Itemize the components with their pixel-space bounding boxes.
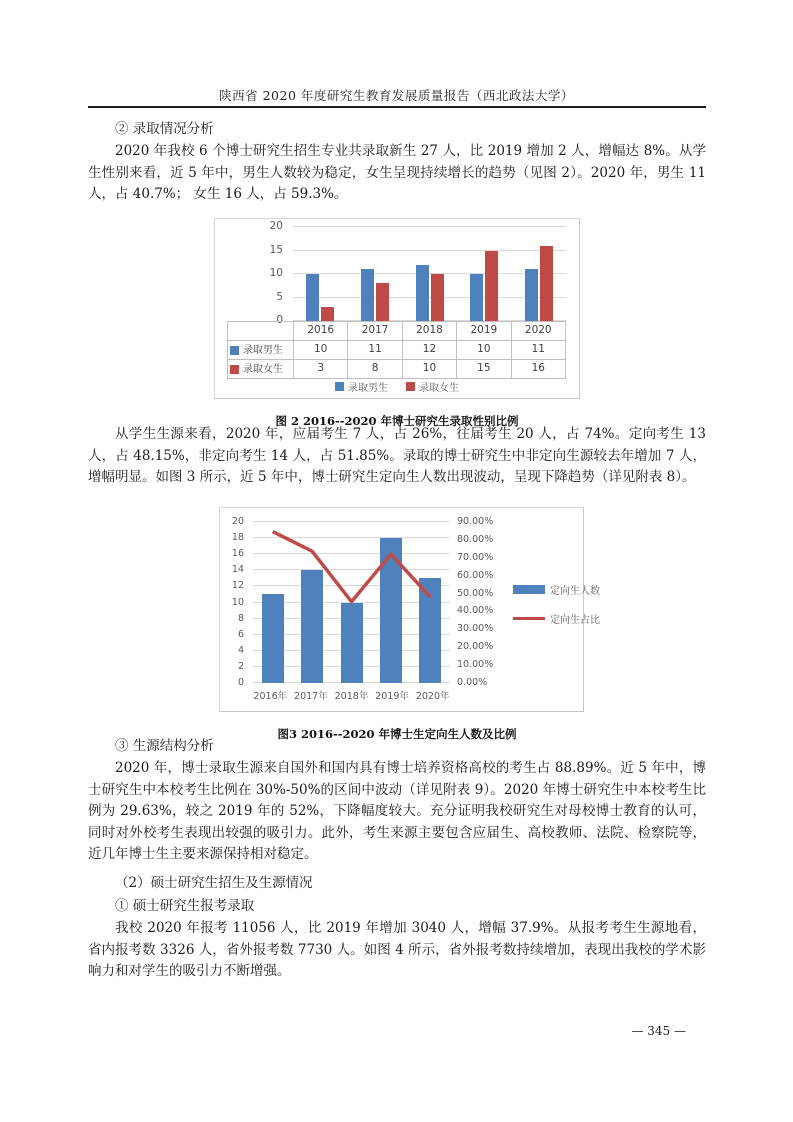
paragraph-admission: 2020 年我校 6 个博士研究生招生专业共录取新生 27 人，比 2019 增加 2 人，增幅达 8%。从学生性别来看，近 5 年中，男生人数较为稳定，女生呈现持续增长的趋势（见图 2）。2020 年，男生 11 人，占 40.7%； 女生 16 人，占 59.3%。 <box>88 143 706 203</box>
fig2-legend-swatch-icon <box>406 382 415 391</box>
fig3-left-tick: 20 <box>231 516 244 527</box>
fig2-data-table: 2016 2017 2018 2019 2020 录取男生 10 11 12 10 11 录取女生 3 8 10 15 16 <box>227 321 566 379</box>
fig3-x-label: 2016年 <box>253 691 288 702</box>
fig2-legend-item: 录取女生 <box>406 379 459 394</box>
fig2-y-tick: 5 <box>276 290 283 303</box>
fig2-y-tick: 15 <box>269 243 283 256</box>
fig2-legend <box>215 379 579 394</box>
fig2-table-year: 2016 <box>294 322 348 340</box>
header-rule <box>88 106 706 108</box>
fig2-table-value: 10 <box>403 360 457 378</box>
fig3-left-tick: 10 <box>231 596 244 608</box>
fig3-x-label: 2017年 <box>294 691 328 702</box>
fig2-y-tick: 10 <box>269 267 283 279</box>
fig2-caption: 图 2 2016--2020 年博士研究生录取性别比例 <box>275 413 519 428</box>
fig3-x-label: 2019年 <box>375 691 409 702</box>
fig3-left-tick: 12 <box>231 580 244 592</box>
fig2-bar-录取女生-2017 <box>376 283 389 321</box>
fig3-legend-bar-swatch-icon <box>513 585 545 594</box>
fig2-table-year: 2020 <box>512 322 566 340</box>
fig2-bar-录取女生-2019 <box>485 251 498 322</box>
fig3-left-tick: 6 <box>237 628 244 640</box>
section-heading-admission: ② 录取情况分析 <box>115 121 214 137</box>
fig3-x-label: 2020年 <box>415 691 450 702</box>
fig2-bar-录取男生-2018 <box>416 265 429 321</box>
fig3-right-tick: 90.00% <box>457 516 494 527</box>
fig2-bar-录取男生-2016 <box>306 274 319 321</box>
fig3-right-tick: 10.00% <box>457 659 494 671</box>
fig3-left-tick: 16 <box>231 548 244 560</box>
fig2-bar-录取男生-2017 <box>361 269 374 321</box>
fig3-caption: 图3 2016--2020 年博士生定向生人数及比例 <box>277 726 517 741</box>
fig3-right-tick: 40.00% <box>457 605 494 617</box>
fig2-legend-item: 录取男生 <box>335 379 388 394</box>
subsection-heading-master: （2）硕士研究生招生及生源情况 <box>115 875 313 891</box>
fig3-right-tick: 0.00% <box>457 677 488 688</box>
fig3-x-label: 2018年 <box>334 691 369 702</box>
fig3-x-axis-labels <box>250 688 453 702</box>
fig2-bar-录取男生-2020 <box>525 269 538 321</box>
fig2-bar-录取男生-2019 <box>470 274 483 321</box>
fig3-left-tick: 0 <box>237 677 244 688</box>
fig3-left-y-axis <box>220 516 247 688</box>
fig3-ratio-line <box>253 522 450 683</box>
fig2-y-tick: 0 <box>276 314 283 326</box>
fig3-right-tick: 70.00% <box>457 551 494 563</box>
fig2-table-value: 8 <box>348 360 402 378</box>
fig2-series-swatch-icon <box>230 365 239 374</box>
fig3-right-tick: 50.00% <box>457 587 494 599</box>
fig2-table-year: 2017 <box>348 322 402 340</box>
fig2-chart <box>214 218 580 399</box>
fig2-table-value: 3 <box>294 360 348 378</box>
fig3-right-tick: 20.00% <box>457 641 494 653</box>
page-number: — 345 — <box>631 1024 686 1038</box>
fig2-y-tick: 20 <box>269 220 283 232</box>
fig2-legend-swatch-icon <box>335 382 344 391</box>
fig3-plot-area <box>253 522 450 683</box>
fig2-table-value: 10 <box>457 341 511 359</box>
fig2-bar-录取女生-2018 <box>431 274 444 321</box>
fig3-legend-item: 定向生占比 <box>513 611 600 626</box>
subsection-heading-master-apply: ① 硕士研究生报考录取 <box>115 898 255 914</box>
fig3-legend-line-swatch-icon <box>513 617 545 620</box>
fig2-table-value: 15 <box>457 360 511 378</box>
fig3-left-tick: 8 <box>237 612 244 624</box>
fig3-legend <box>513 582 600 626</box>
fig2-series-swatch-icon <box>230 346 239 355</box>
fig2-bar-录取女生-2016 <box>321 307 334 321</box>
fig3-right-tick: 30.00% <box>457 623 494 635</box>
fig3-right-y-axis <box>455 516 509 688</box>
fig2-table-value: 11 <box>348 341 402 359</box>
fig3-right-tick: 60.00% <box>457 569 494 581</box>
paragraph-structure: 2020 年，博士录取生源来自国外和国内具有博士培养资格高校的考生占 88.89%。近 5 年中，博士研究生中本校考生比例在 30%-50%的区间中波动（详见附表 9）。2020 年博士研究生中本校考生比例为 29.63%，较之 2019 年的 52%，下降幅度较大。充分证明我校研究生对母校博士教育的认可，同时对外校考生表现出较强的吸引力。此外，考生来源主要包含应届生、高校教师、法院、检察院等，近几年博士生主要来源保持相对稳定。 <box>88 760 706 863</box>
section-heading-structure: ③ 生源结构分析 <box>115 738 214 754</box>
fig3-right-tick: 80.00% <box>457 533 494 545</box>
fig3-left-tick: 18 <box>231 532 244 544</box>
fig2-plot-area <box>293 227 566 321</box>
fig2-bar-录取女生-2020 <box>540 246 553 321</box>
fig2-table-year: 2018 <box>403 322 457 340</box>
fig3-chart <box>219 507 600 712</box>
fig2-table-value: 11 <box>512 341 566 359</box>
fig2-table-value: 10 <box>294 341 348 359</box>
fig2-table-year: 2019 <box>457 322 511 340</box>
fig3-left-tick: 14 <box>231 564 244 576</box>
fig3-legend-item: 定向生人数 <box>513 582 600 597</box>
paragraph-source: 从学生生源来看，2020 年，应届考生 7 人，占 26%，往届考生 20 人，占 74%。定向考生 13 人，占 48.15%，非定向考生 14 人，占 51.85%。录取的博士研究生中非定向生源较去年增加 7 人，增幅明显。如图 3 所示，近 5 年中，博士研究生定向生人数出现波动，呈现下降趋势（详见附表 8）。 <box>88 426 706 486</box>
fig2-y-axis <box>215 220 287 326</box>
fig2-table-value: 16 <box>512 360 566 378</box>
fig3-left-tick: 4 <box>237 644 244 656</box>
paragraph-master: 我校 2020 年报考 11056 人，比 2019 年增加 3040 人，增幅 37.9%。从报考考生生源地看，省内报考数 3326 人，省外报考数 7730 人。如图 4 所示，省外报考数持续增加，表现出我校的学术影响力和对学生的吸引力不断增强。 <box>88 920 706 980</box>
page-header-title: 陕西省 2020 年度研究生教育发展质量报告（西北政法大学） <box>219 88 574 103</box>
fig3-left-tick: 2 <box>237 660 244 672</box>
fig2-table-value: 12 <box>403 341 457 359</box>
